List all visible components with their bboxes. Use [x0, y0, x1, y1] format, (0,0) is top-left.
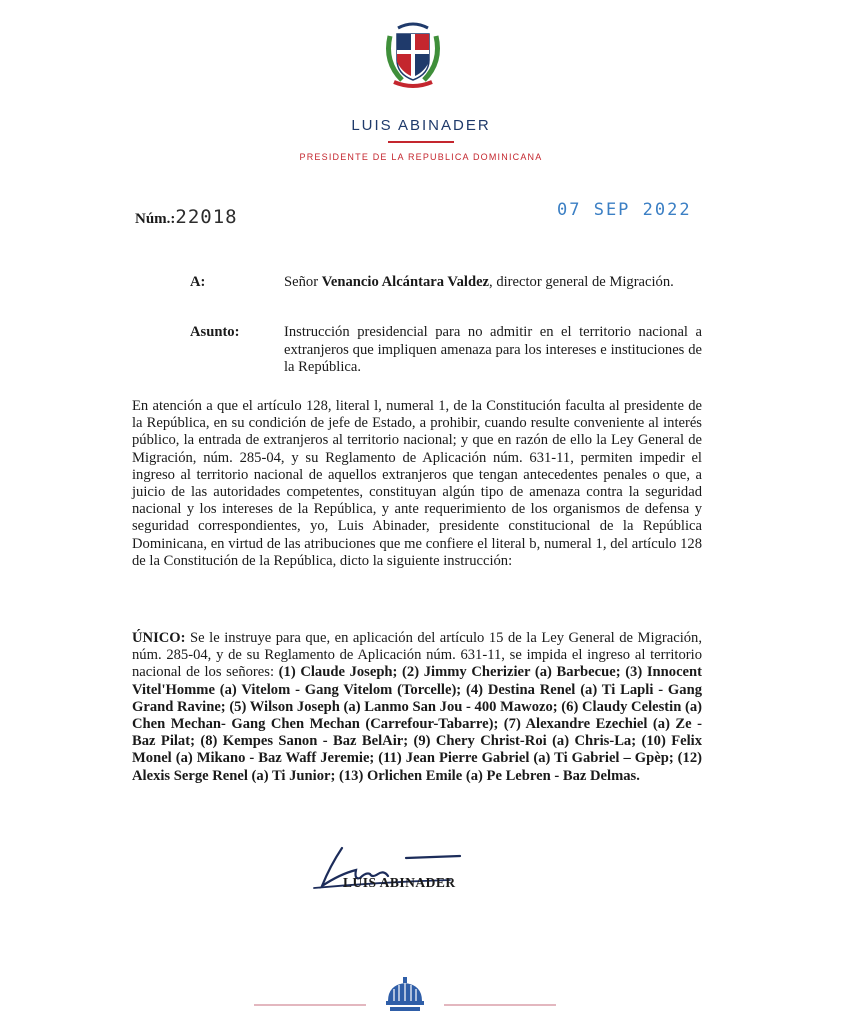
coat-of-arms-icon	[380, 18, 446, 92]
addressee-text	[284, 274, 702, 292]
addressee-row	[190, 274, 702, 314]
date-stamp: 07 SEP 2022	[557, 200, 692, 220]
footer-line-left	[254, 1004, 366, 1006]
addressee-prefix: Señor	[284, 274, 319, 290]
addressee-suffix: , director general de Migración.	[489, 274, 674, 290]
number-value: 22018	[175, 206, 238, 228]
footer-line-right	[444, 1004, 556, 1006]
addressee-label: A:	[190, 274, 206, 290]
persons-list: (1) Claude Joseph; (2) Jimmy Cherizier (a) Barbecue; (3) Innocent Vitel'Homme (a) Vitelom - Gang Vitelom (Torcelle); (4) Destina Renel (a) Ti Lapli - Gang Grand Ravine; (5) Wilson Joseph (a) Lanmo San Jou - 400 Mawozo; (6) Claudy Celestin (a) Chen Mechan- Gang Chen Mechan (Carrefour-Tabarre); (7) Alexandre Ezechiel (a) Ze - Baz Pilat; (8) Kempes Sanon - Baz BelAir; (9) Chery Christ-Roi (a) Chris-La; (10) Felix Monel (a) Mikano - Baz Waff Jeremie; (11) Jean Pierre Gabriel (a) Ti Gabriel – Gpèp; (12) Alexis Serge Renel (a) Ti Junior; (13) Orlichen Emile (a) Pe Lebren - Baz Delmas.	[132, 664, 703, 784]
header-divider	[388, 141, 454, 143]
subject-text: Instrucción presidencial para no admitir en el territorio nacional a extranjeros que impliquen amenaza para los intereses e instituciones de la República.	[284, 324, 702, 375]
addressee-name: Venancio Alcántara Valdez	[321, 274, 490, 290]
number-label: Núm.:	[135, 211, 176, 227]
document-number	[135, 206, 238, 228]
subject-row	[190, 324, 702, 384]
signer-name: LUIS ABINADER	[343, 875, 456, 890]
body-paragraph-2	[132, 630, 702, 785]
subject-label: Asunto:	[190, 324, 240, 340]
palace-dome-icon	[382, 975, 428, 1015]
body-paragraph-1: En atención a que el artículo 128, literal l, numeral 1, de la Constitución faculta al presidente de la República, en su condición de jefe de Estado, a prohibir, cuando resulte conveniente al interés público, la entrada de extranjeros al territorio nacional; y que en razón de ello la Ley General de Migración, núm. 285-04, y su Reglamento de Aplicación núm. 631-11, permiten impedir el ingreso al territorio nacional de aquellos extranjeros que tengan antecedentes penales o que, a juicio de las autoridades competentes, constituyan algún tipo de amenaza contra la seguridad nacional y los intereses de la República, y ante requerimiento de los organismos de defensa y seguridad correspondientes, yo, Luis Abinader, presidente constitucional de la República Dominicana, en virtud de las atribuciones que me confiere el literal b, numeral 1, del artículo 128 de la Constitución de la República, dicto la siguiente instrucción:	[132, 398, 702, 569]
president-name-header: LUIS ABINADER	[351, 117, 491, 134]
unico-label: ÚNICO:	[132, 630, 186, 646]
instruction-text: Se le instruye para que, en aplicación del artículo 15 de la Ley General de Migración, núm. 285-04, y de su Reglamento de Aplicación núm. 631-11, se impida el ingreso al territorio nacional de los señores:	[132, 630, 702, 681]
president-office-header: PRESIDENTE DE LA REPUBLICA DOMINICANA	[299, 152, 543, 162]
